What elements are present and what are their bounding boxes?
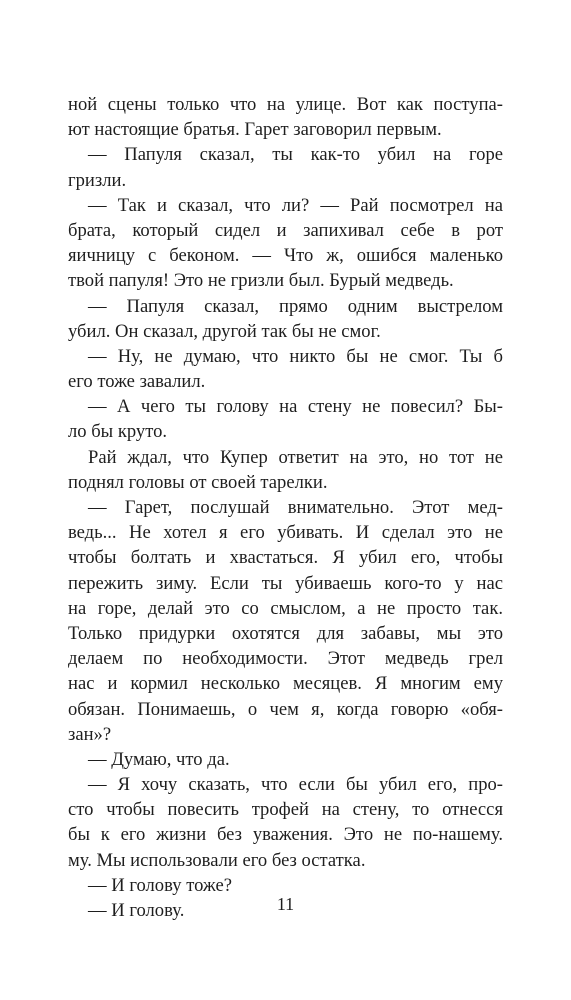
text-line: — Папуля сказал, прямо одним выстрелом xyxy=(88,295,503,317)
text-line: обязан. Понимаешь, о чем я, когда говорю «обя- xyxy=(68,698,503,720)
text-line: брата, который сидел и запихивал себе в рот xyxy=(68,219,503,241)
page-number: 11 xyxy=(276,894,295,914)
text-line: — Я хочу сказать, что если бы убил его, про- xyxy=(88,774,503,796)
text-line: бы к его жизни без уважения. Это не по-нашему. xyxy=(68,824,503,846)
text-line: делаем по необходимости. Этот медведь грел xyxy=(68,648,503,670)
text-line: ведь... Не хотел я его убивать. И сделал это не xyxy=(68,522,503,544)
text-line: — И голову тоже? xyxy=(88,874,233,896)
text-line: Рай ждал, что Купер ответит на это, но тот не xyxy=(88,446,503,468)
text-line: пережить зиму. Если ты убиваешь кого-то у нас xyxy=(68,572,503,594)
text-line: его тоже завалил. xyxy=(68,371,206,393)
text-line: — Думаю, что да. xyxy=(88,748,230,770)
text-line: ной сцены только что на улице. Вот как поступа- xyxy=(68,94,503,115)
text-line: чтобы болтать и хвастаться. Я убил его, чтобы xyxy=(68,547,503,569)
text-line: нас и кормил несколько месяцев. Я многим ему xyxy=(68,673,503,695)
text-line: зан»? xyxy=(68,723,112,745)
text-line: твой папуля! Это не гризли был. Бурый медведь. xyxy=(68,270,454,292)
text-line: яичницу с беконом. — Что ж, ошибся маленько xyxy=(68,245,503,267)
text-line: — А чего ты голову на стену не повесил? Бы- xyxy=(88,396,503,418)
text-line: — Гарет, послушай внимательно. Этот мед- xyxy=(88,497,503,518)
text-line: му. Мы использовали его без остатка. xyxy=(68,849,366,871)
text-line: поднял головы от своей тарелки. xyxy=(68,471,328,493)
text-line: — И голову. xyxy=(88,900,185,921)
text-line: ло бы круто. xyxy=(68,421,168,443)
text-line: сто чтобы повесить трофей на стену, то отнесся xyxy=(68,799,503,821)
text-line: ют настоящие братья. Гарет заговорил первым. xyxy=(68,119,442,141)
text-line: убил. Он сказал, другой так бы не смог. xyxy=(68,320,381,342)
text-line: на горе, делай это со смыслом, а не просто так. xyxy=(68,597,503,619)
text-line: — Папуля сказал, ты как-то убил на горе xyxy=(88,144,503,166)
text-line: — Ну, не думаю, что никто бы не смог. Ты б xyxy=(88,345,503,367)
text-line: Только придурки охотятся для забавы, мы это xyxy=(68,622,503,644)
text-line: гризли. xyxy=(68,169,127,191)
page-body-text xyxy=(68,92,503,923)
text-line: — Так и сказал, что ли? — Рай посмотрел на xyxy=(88,194,503,216)
